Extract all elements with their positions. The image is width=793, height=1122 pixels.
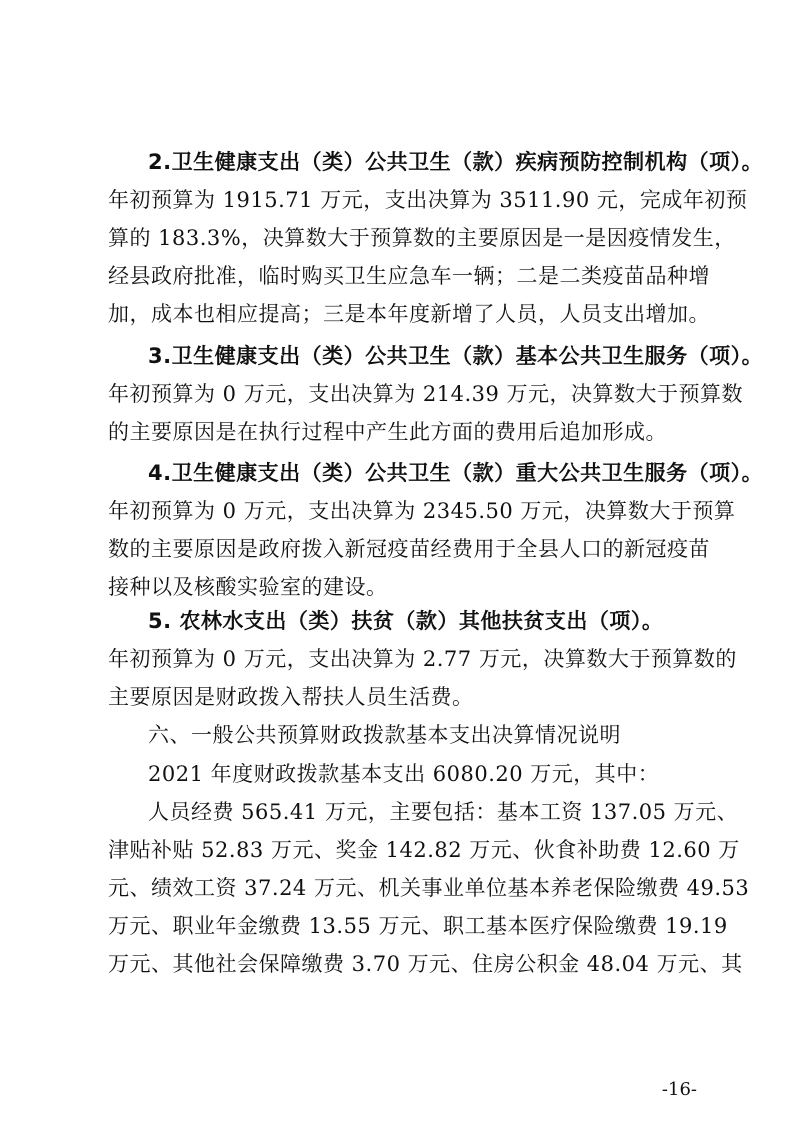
paragraph-line: 人员经费 565.41 万元，主要包括：基本工资 137.05 万元、 xyxy=(148,800,739,824)
section-6-heading: 六、一般公共预算财政拨款基本支出决算情况说明 xyxy=(148,723,621,747)
paragraph-line: 加，成本也相应提高；三是本年度新增了人员，人员支出增加。 xyxy=(108,302,710,326)
paragraph-line: 年初预算为 0 万元，支出决算为 214.39 万元，决算数大于预算数 xyxy=(108,382,744,406)
paragraph-line: 主要原因是财政拨入帮扶人员生活费。 xyxy=(108,685,474,709)
paragraph-line: 算的 183.3%，决算数大于预算数的主要原因是一是因疫情发生， xyxy=(108,226,736,250)
paragraph-line: 2021 年度财政拨款基本支出 6080.20 万元，其中： xyxy=(148,762,660,786)
paragraph-line: 的主要原因是在执行过程中产生此方面的费用后追加形成。 xyxy=(108,420,667,444)
paragraph-line: 经县政府批准，临时购买卫生应急车一辆；二是二类疫苗品种增 xyxy=(108,264,710,288)
paragraph-line: 年初预算为 1915.71 万元，支出决算为 3511.90 元，完成年初预 xyxy=(108,188,748,212)
paragraph-line: 接种以及核酸实验室的建设。 xyxy=(108,575,388,599)
paragraph-line: 年初预算为 0 万元，支出决算为 2345.50 万元，决算数大于预算 xyxy=(108,499,736,523)
paragraph-line: 万元、职业年金缴费 13.55 万元、职工基本医疗保险缴费 19.19 xyxy=(108,914,728,938)
page-number: -16- xyxy=(661,1079,697,1100)
item-4-heading: 4.卫生健康支出（类）公共卫生（款）重大公共卫生服务（项）。 xyxy=(148,461,764,485)
paragraph-line: 数的主要原因是政府拨入新冠疫苗经费用于全县人口的新冠疫苗 xyxy=(108,537,710,561)
item-5-heading: 5. 农林水支出（类）扶贫（款）其他扶贫支出（项）。 xyxy=(148,609,664,633)
paragraph-line: 年初预算为 0 万元，支出决算为 2.77 万元，决算数大于预算数的 xyxy=(108,647,737,671)
paragraph-line: 元、绩效工资 37.24 万元、机关事业单位基本养老保险缴费 49.53 xyxy=(108,876,750,900)
paragraph-line: 津贴补贴 52.83 万元、奖金 142.82 万元、伙食补助费 12.60 万 xyxy=(108,838,740,862)
item-3-heading: 3.卫生健康支出（类）公共卫生（款）基本公共卫生服务（项）。 xyxy=(148,344,764,368)
paragraph-line: 万元、其他社会保障缴费 3.70 万元、住房公积金 48.04 万元、其 xyxy=(108,952,743,976)
item-2-heading: 2.卫生健康支出（类）公共卫生（款）疾病预防控制机构（项）。 xyxy=(148,150,764,174)
